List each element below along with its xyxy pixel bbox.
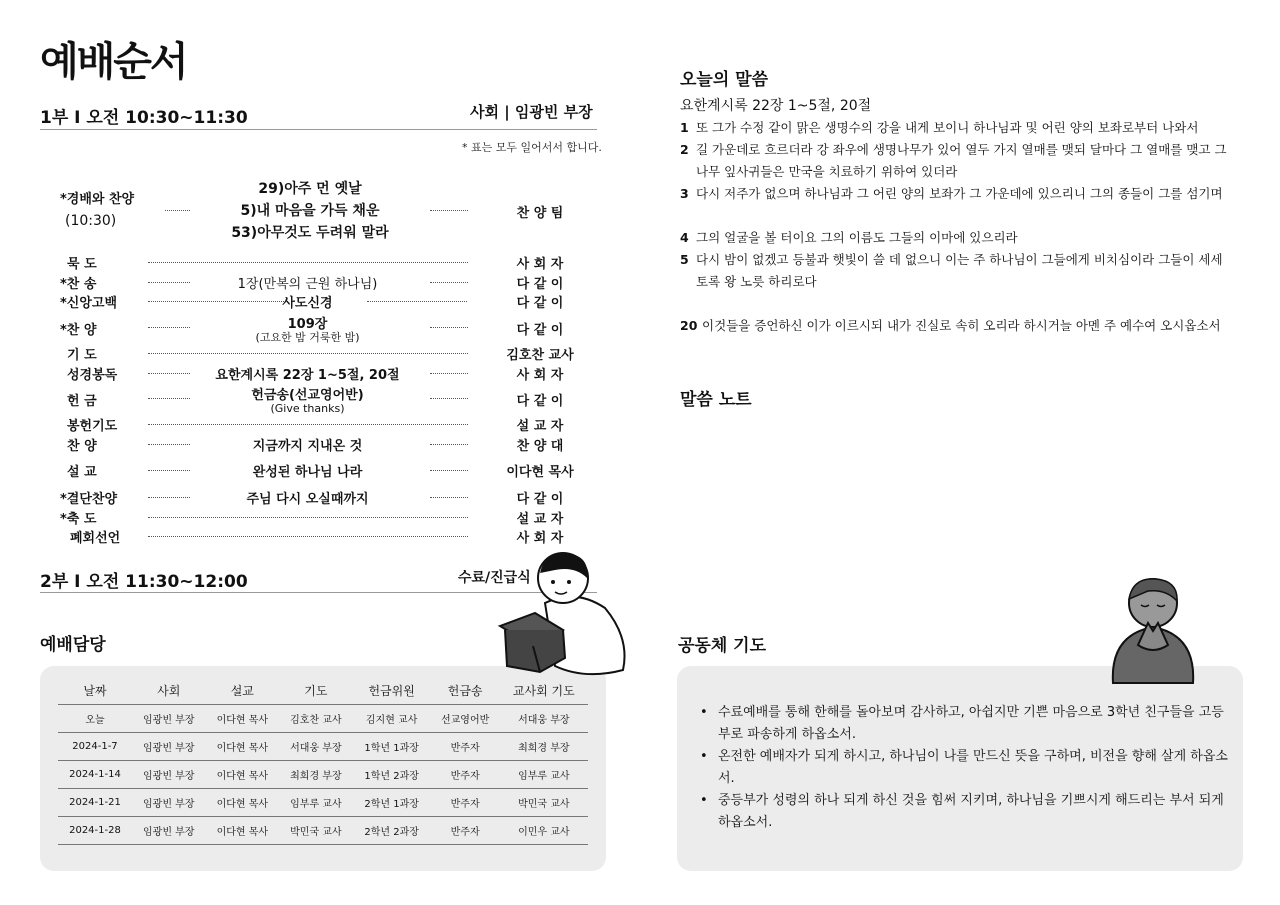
part1-host: 사회 | 임광빈 부장 <box>470 103 593 121</box>
table-row: 2024-1-28 임광빈 부장 이다현 목사 박민국 교사 2학년 2과장 반주자 이민우 교사 <box>58 816 588 844</box>
community-title: 공동체 기도 <box>678 636 767 656</box>
table-row: 2024-1-7 임광빈 부장 이다현 목사 서대웅 부장 1학년 1과장 반주자 최희경 부장 <box>58 732 588 760</box>
order-row-closedecl: 폐회선언 사 회 자 <box>70 531 564 546</box>
part1-label: 1부 I 오전 10:30~11:30 <box>40 108 248 128</box>
verse-20: 20 이것들을 증언하신 이가 이르시되 내가 진실로 속히 오리라 하시거늘 아멘 주 예수여 오시옵소서 <box>680 318 1221 333</box>
list-item: • 온전한 예배자가 되게 하시고, 하나님이 나를 만드신 뜻을 구하며, 비전을 향해 살게 하옵소서. <box>718 746 1228 790</box>
order-row-creed: *신앙고백 사도신경 다 같 이 <box>60 296 564 311</box>
order-row-offering: 헌 금 헌금송(선교영어반) (Give thanks) 다 같 이 <box>67 388 564 415</box>
order-row-sermon: 설 교 완성된 하나님 나라 이다현 목사 <box>67 465 574 480</box>
verse-2: 2 길 가운데로 흐르더라 강 좌우에 생명나무가 있어 열두 가지 열매를 맺되 달마다 그 열매를 맺고 그 나무 잎사귀들은 만국을 치료하기 위하여 있더라 <box>680 142 1227 179</box>
page-title: 예배순서 <box>40 39 187 85</box>
verse-1: 1 또 그가 수정 같이 맑은 생명수의 강을 내게 보이니 하나님과 및 어린 양의 보좌로부터 나와서 <box>680 120 1199 135</box>
table-row: 오늘 임광빈 부장 이다현 목사 김호찬 교사 김지현 교사 선교영어반 서대웅 부장 <box>58 704 588 732</box>
order-row-hymn2: *찬 양 109장 (고요한 밤 거룩한 밤) 다 같 이 <box>60 317 564 344</box>
part1-rule <box>40 129 597 130</box>
praying-person-illustration <box>1108 575 1198 687</box>
word-title: 오늘의 말씀 <box>680 70 769 90</box>
order-row-closing: *결단찬양 주님 다시 오실때까지 다 같 이 <box>60 492 564 507</box>
part2-right: 수료/진급식 <box>458 570 531 586</box>
order-row-offprayer: 봉헌기도 설 교 자 <box>67 419 564 434</box>
order-row-silent: 묵 도 사 회 자 <box>67 257 564 272</box>
praise-by: 찬 양 팀 <box>516 206 564 221</box>
order-row-prayer: 기 도 김호찬 교사 <box>67 348 574 363</box>
order-row-praise2: 찬 양 지금까지 지내온 것 찬 양 대 <box>67 439 564 454</box>
praise-song: 29)아주 먼 옛날 <box>258 181 362 197</box>
table-row: 2024-1-14 임광빈 부장 이다현 목사 최희경 부장 1학년 2과장 반주자 임부루 교사 <box>58 760 588 788</box>
standing-note: * 표는 모두 일어서서 합니다. <box>462 141 602 154</box>
reading-person-illustration <box>495 548 630 678</box>
staff-title: 예배담당 <box>40 635 106 655</box>
order-row-blessing: *축 도 설 교 자 <box>60 512 564 527</box>
praise-label: *경배와 찬양 <box>60 192 135 207</box>
praise-song: 53)아무것도 두려워 말라 <box>231 225 389 241</box>
verse-3: 3 다시 저주가 없으며 하나님과 그 어린 양의 보좌가 그 가운데에 있으리니 그의 종들이 그를 섬기며 <box>680 186 1223 201</box>
praise-songs <box>200 178 420 244</box>
table-header-row: 날짜 사회 설교 기도 헌금위원 헌금송 교사회 기도 <box>58 678 588 704</box>
praise-song: 5)내 마음을 가득 채운 <box>240 203 380 219</box>
verse-5: 5 다시 밤이 없겠고 등불과 햇빛이 쓸 데 없으니 이는 주 하나님이 그들에게 비치심이라 그들이 세세토록 왕 노릇 하리로다 <box>680 252 1223 289</box>
list-item: • 수료예배를 통해 한해를 돌아보며 감사하고, 아쉽지만 기쁜 마음으로 3학년 친구들을 고등부로 파송하게 하옵소서. <box>718 702 1228 746</box>
order-row-reading: 성경봉독 요한계시록 22장 1~5절, 20절 사 회 자 <box>67 368 564 383</box>
table-row: 2024-1-21 임광빈 부장 이다현 목사 임부루 교사 2학년 1과장 반주자 박민국 교사 <box>58 788 588 816</box>
list-item: • 중등부가 성령의 하나 되게 하신 것을 힘써 지키며, 하나님을 기쁘시게 해드리는 부서 되게 하옵소서. <box>718 790 1228 834</box>
community-prayer-list <box>718 702 1228 834</box>
staff-table <box>58 678 588 845</box>
order-row-hymn1: *찬 송 1장(만복의 근원 하나님) 다 같 이 <box>60 277 564 292</box>
word-ref: 요한계시록 22장 1~5절, 20절 <box>680 98 872 114</box>
notes-title: 말씀 노트 <box>680 390 752 410</box>
verse-4: 4 그의 얼굴을 볼 터이요 그의 이름도 그들의 이마에 있으리라 <box>680 230 1018 245</box>
praise-time: (10:30) <box>65 213 117 229</box>
part2-label: 2부 I 오전 11:30~12:00 <box>40 572 248 592</box>
